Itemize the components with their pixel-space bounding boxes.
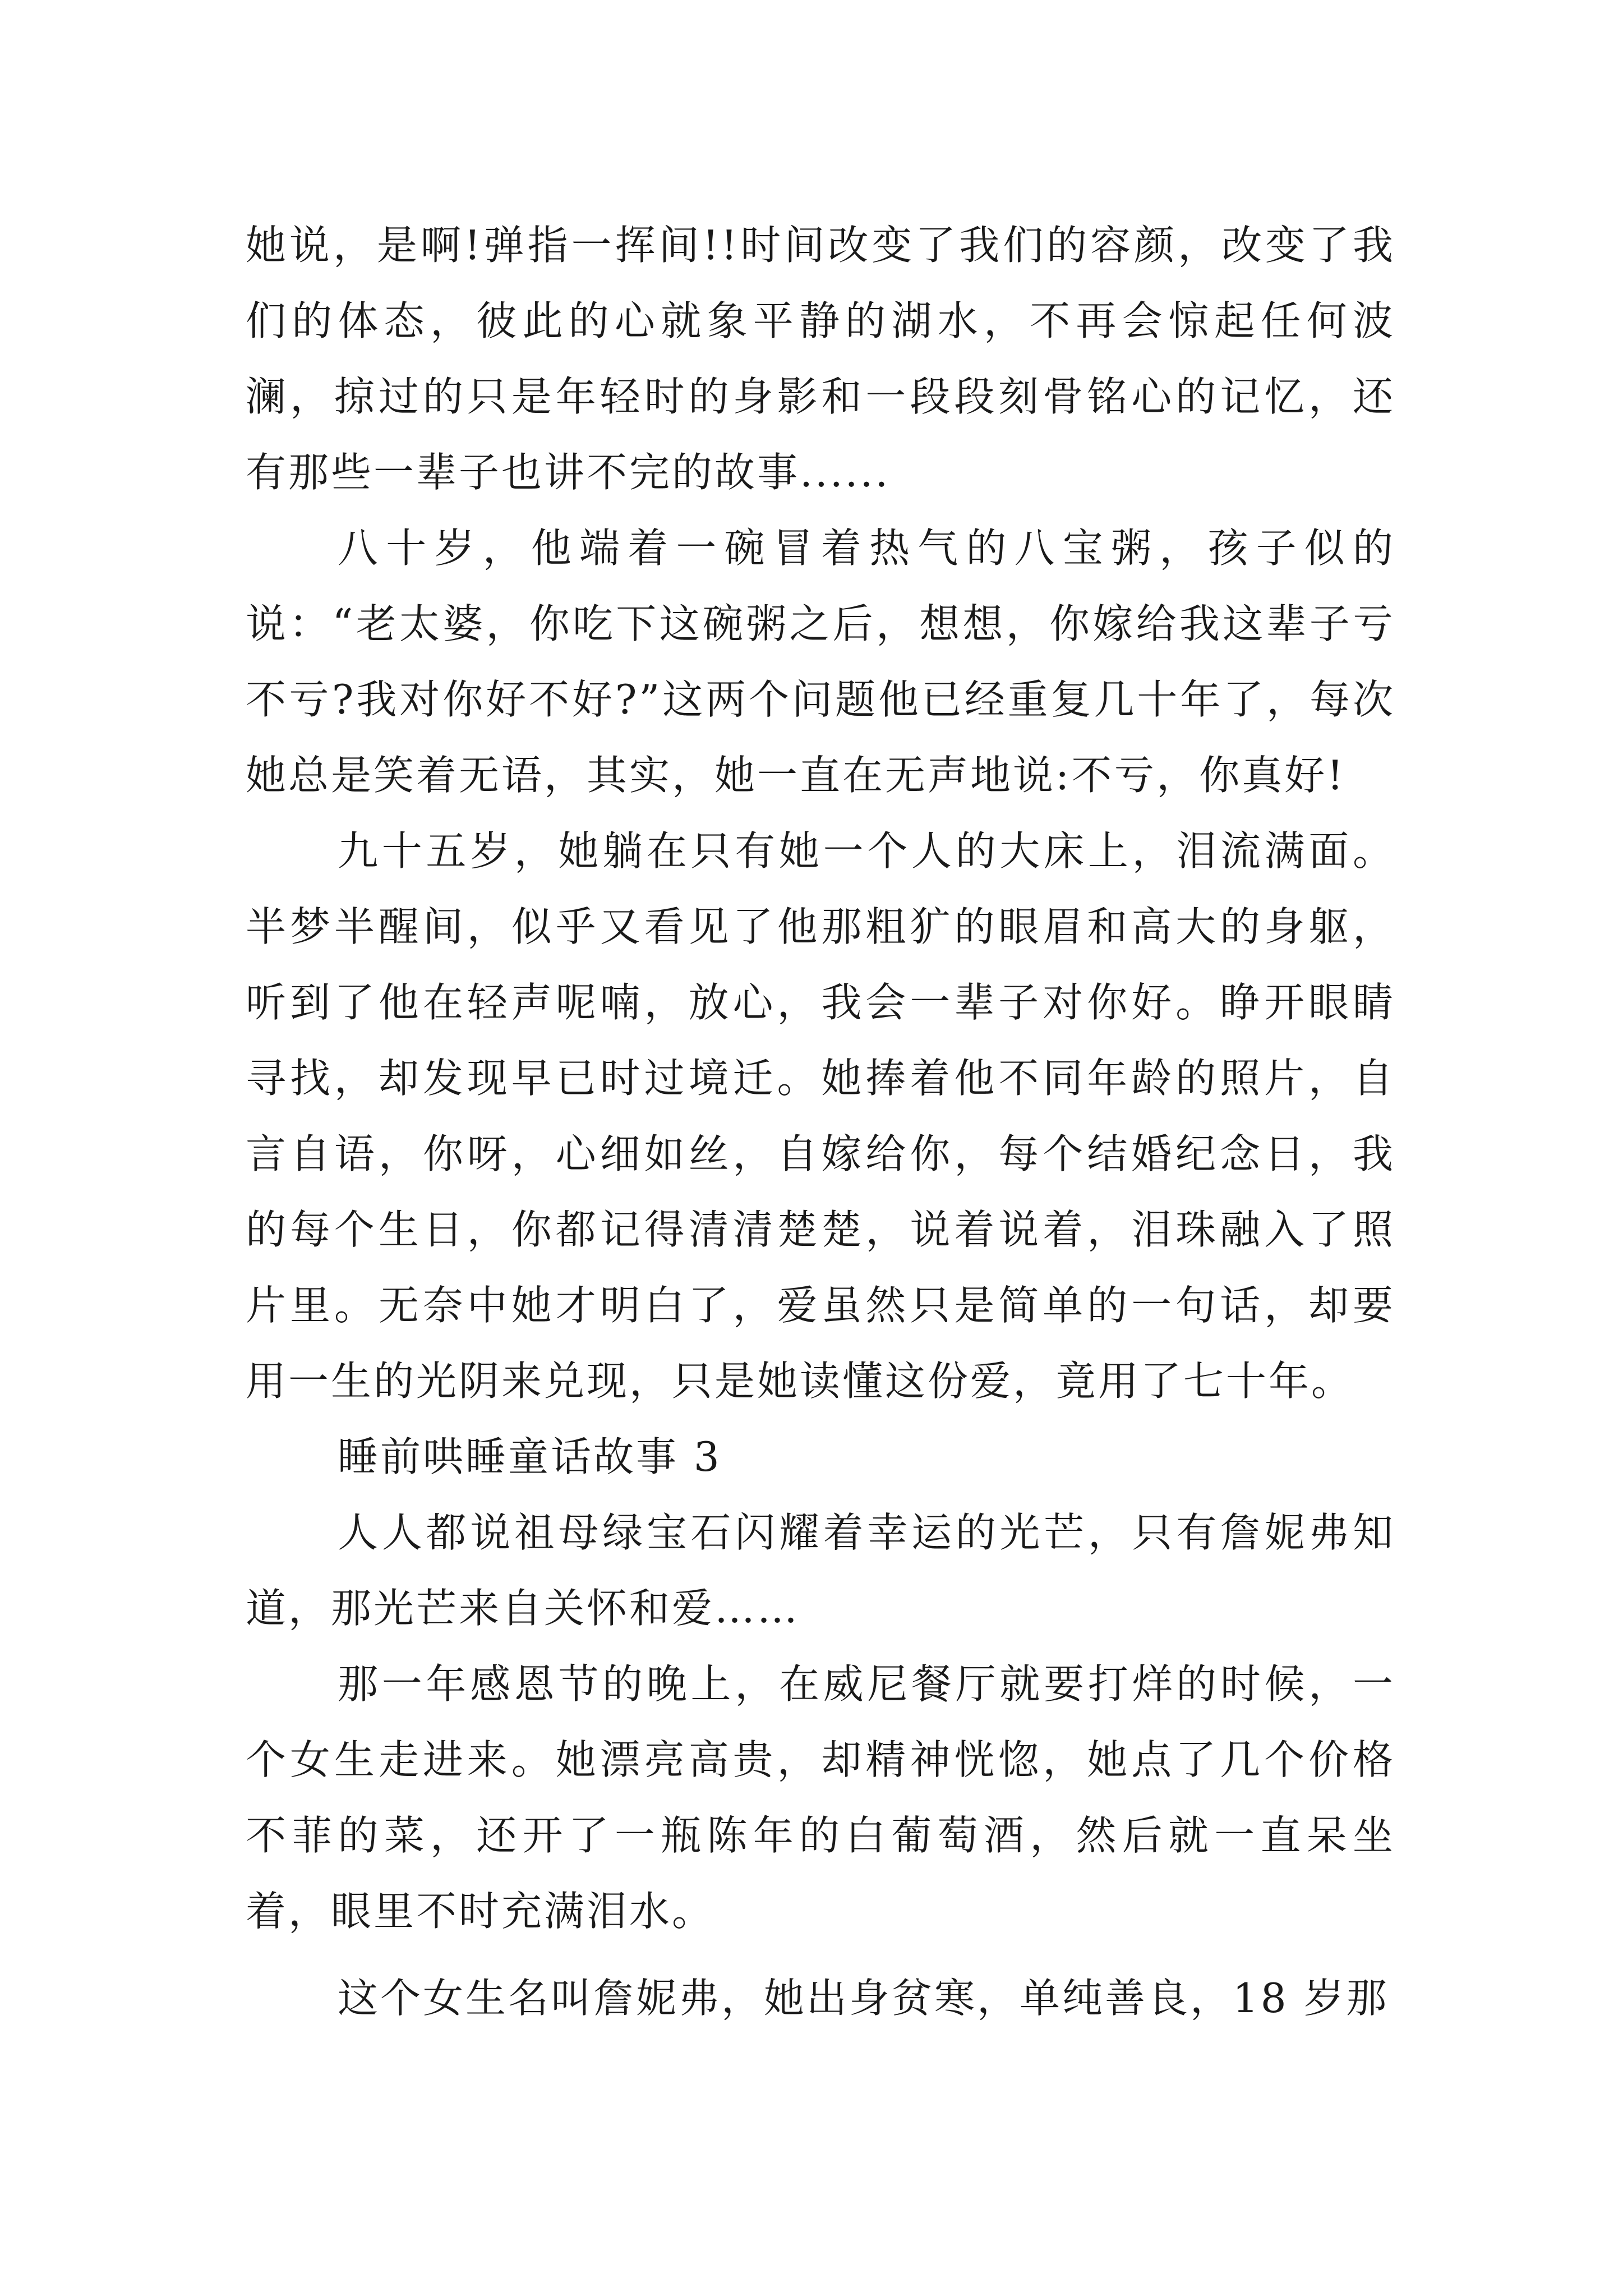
paragraph-3: 九十五岁，她躺在只有她一个人的大床上，泪流满面。半梦半醒间，似乎又看见了他那粗犷的眼眉和高大的身躯，听到了他在轻声呢喃，放心，我会一辈子对你好。睁开眼睛寻找，却发现早已时过境迁。她捧着他不同年龄的照片，自言自语，你呀，心细如丝，自嫁给你，每个结婚纪念日，我的每个生日，你都记得清清楚楚，说着说着，泪珠融入了照片里。无奈中她才明白了，爱虽然只是简单的一句话，却要用一生的光阴来兑现，只是她读懂这份爱，竟用了七十年。 (246, 827, 1395, 1405)
paragraph-4: 人人都说祖母绿宝石闪耀着幸运的光芒，只有詹妮弗知道，那光芒来自关怀和爱…… (246, 1509, 1395, 1632)
paragraph-6: 这个女生名叫詹妮弗，她出身贫寒，单纯善良，18 岁那 (338, 1975, 1389, 2022)
paragraph-1: 她说，是啊!弹指一挥间!!时间改变了我们的容颜，改变了我们的体态，彼此的心就象平静的湖水，不再会惊起任何波澜，掠过的只是年轻时的身影和一段段刻骨铭心的记忆，还有那些一辈子也讲不完的故事...... (246, 222, 1395, 496)
paragraph-5: 那一年感恩节的晚上，在威尼餐厅就要打烊的时候，一个女生走进来。她漂亮高贵，却精神恍惚，她点了几个价格不菲的菜，还开了一瓶陈年的白葡萄酒，然后就一直呆坐着，眼里不时充满泪水。 (246, 1660, 1395, 1935)
story-heading: 睡前哄睡童话故事 3 (338, 1433, 722, 1480)
paragraph-2: 八十岁，他端着一碗冒着热气的八宝粥，孩子似的说：“老太婆，你吃下这碗粥之后，想想，你嫁给我这辈子亏不亏?我对你好不好?”这两个问题他已经重复几十年了，每次她总是笑着无语，其实，她一直在无声地说:不亏，你真好! (246, 524, 1395, 799)
document-page (246, 208, 1395, 2036)
